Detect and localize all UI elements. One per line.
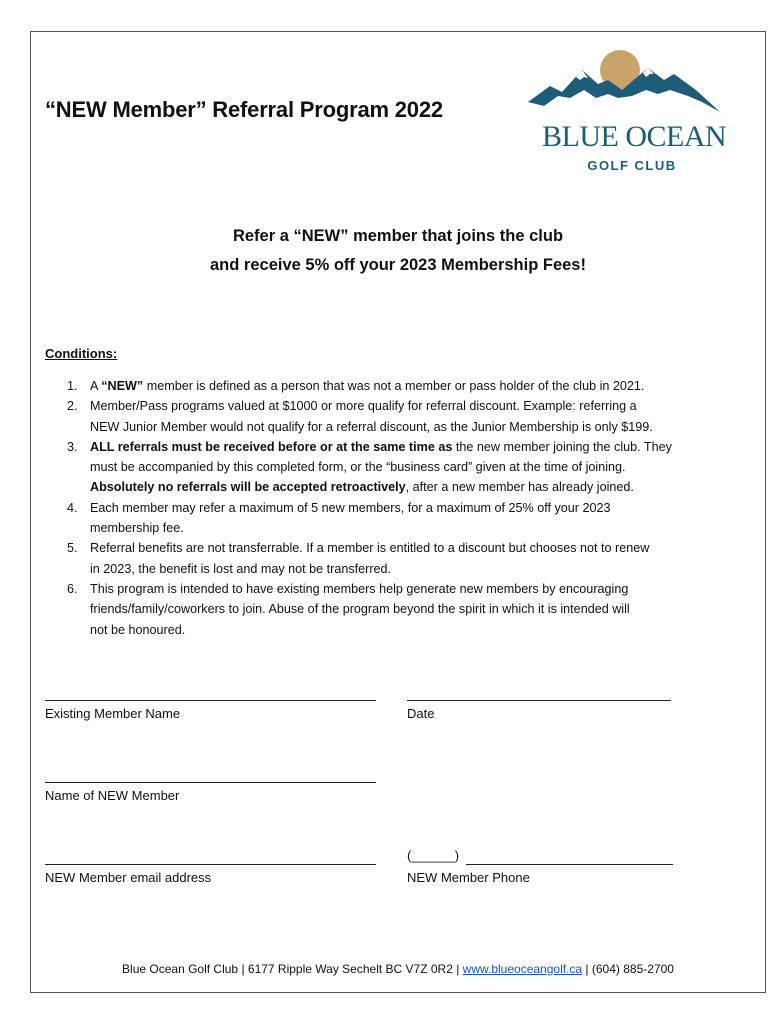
- condition-text: membership fee.: [90, 521, 184, 536]
- condition-item: [45, 376, 725, 396]
- condition-number: 1.: [67, 379, 78, 393]
- mountain-sun-logo-icon: [524, 50, 724, 120]
- condition-text: Referral benefits are not transferrable. If a member is entitled to a discount but chooses not to renew: [90, 541, 650, 556]
- condition-text: member is defined as a person that was not a member or pass holder of the club in 2021.: [143, 379, 645, 393]
- date-label: Date: [407, 706, 435, 721]
- condition-line: [90, 538, 725, 558]
- condition-item: [45, 538, 725, 579]
- headline-line-2: and receive 5% off your 2023 Membership Fees!: [210, 256, 586, 274]
- footer-address: Blue Ocean Golf Club | 6177 Ripple Way Sechelt BC V7Z 0R2 |: [122, 962, 463, 976]
- condition-line: [90, 457, 725, 477]
- new-member-name-label: Name of NEW Member: [45, 788, 180, 803]
- condition-line: [90, 599, 725, 619]
- condition-line: [90, 620, 725, 640]
- condition-number: 2.: [67, 399, 78, 414]
- condition-line: [90, 477, 725, 497]
- logo-name: BLUE OCEAN: [542, 120, 727, 153]
- condition-number: 4.: [67, 500, 78, 515]
- condition-text: NEW Junior Member would not qualify for a referral discount, as the Junior Membership is only $199.: [90, 419, 653, 434]
- condition-text: in 2023, the benefit is lost and may not be transferred.: [90, 561, 392, 576]
- headline-line-1: Refer a “NEW” member that joins the club: [232, 227, 564, 245]
- new-member-email-line[interactable]: [45, 864, 376, 865]
- page-title: “NEW Member” Referral Program 2022: [45, 97, 443, 122]
- date-line[interactable]: [407, 700, 671, 701]
- condition-text: not be honoured.: [90, 622, 186, 637]
- new-member-email-label: NEW Member email address: [45, 870, 212, 885]
- condition-emphasis: “NEW”: [101, 379, 144, 393]
- logo-subtitle: GOLF CLUB: [587, 158, 677, 173]
- conditions-heading: Conditions:: [45, 346, 118, 361]
- footer: [30, 962, 766, 976]
- existing-member-name-label: Existing Member Name: [45, 706, 181, 721]
- condition-text: , after a new member has already joined.: [405, 480, 634, 495]
- condition-line: [90, 498, 725, 518]
- new-member-phone-line[interactable]: [466, 864, 673, 865]
- condition-text: This program is intended to have existing members help generate new members by encouraging: [90, 581, 629, 596]
- condition-line: [90, 518, 725, 538]
- condition-number: 3.: [67, 439, 78, 454]
- new-member-name-line[interactable]: [45, 782, 376, 783]
- condition-text: A: [90, 379, 102, 393]
- condition-item: [45, 437, 725, 498]
- condition-number: 5.: [67, 541, 78, 556]
- condition-line: [90, 437, 725, 457]
- condition-text: must be accompanied by this completed form, or the “business card” given at the time of joining.: [90, 460, 626, 475]
- condition-line: [90, 559, 725, 579]
- new-member-phone-label: NEW Member Phone: [407, 870, 530, 885]
- condition-item: [45, 498, 725, 539]
- condition-text: Each member may refer a maximum of 5 new members, for a maximum of 25% off your 2023: [90, 500, 611, 515]
- condition-line: [90, 376, 725, 396]
- conditions-list: [45, 376, 725, 640]
- club-logo: [524, 50, 727, 180]
- condition-line: [90, 417, 725, 437]
- existing-member-name-line[interactable]: [45, 700, 376, 701]
- condition-emphasis: Absolutely no referrals will be accepted retroactively: [90, 480, 406, 495]
- phone-area-code: (______): [407, 848, 460, 863]
- condition-item: [45, 396, 725, 437]
- condition-text: Member/Pass programs valued at $1000 or more qualify for referral discount. Example: referring a: [90, 399, 637, 414]
- condition-text: the new member joining the club. They: [452, 439, 672, 454]
- condition-emphasis: ALL referrals must be received before or at the same time as: [90, 439, 453, 454]
- condition-text: friends/family/coworkers to join. Abuse of the program beyond the spirit in which it is intended will: [90, 602, 630, 617]
- condition-line: [90, 396, 725, 416]
- footer-website-link[interactable]: www.blueoceangolf.ca: [462, 962, 583, 976]
- condition-item: [45, 579, 725, 640]
- condition-line: [90, 579, 725, 599]
- footer-phone: | (604) 885-2700: [582, 962, 674, 976]
- condition-number: 6.: [67, 581, 78, 596]
